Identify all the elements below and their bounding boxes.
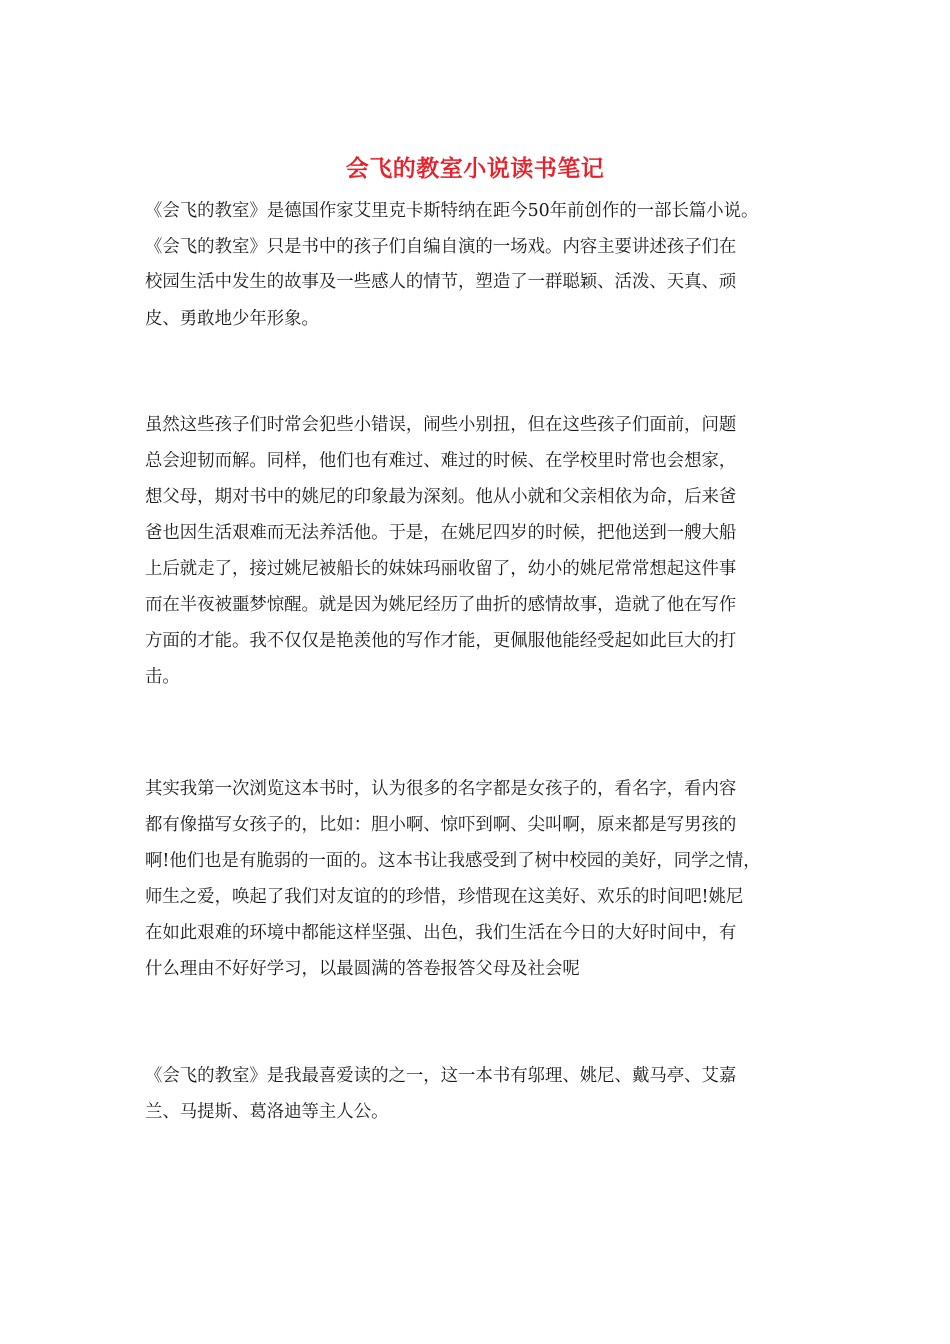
paragraph-3-line-3: 啊!他们也是有脆弱的一面的。这本书让我感受到了树中校园的美好，同学之情， [145,851,761,871]
paragraph-1-line-3: 校园生活中发生的故事及一些感人的情节，塑造了一群聪颖、活泼、天真、顽 [145,272,737,292]
paragraph-2-line-1: 虽然这些孩子们时常会犯些小错误，闹些小别扭，但在这些孩子们面前，问题 [145,415,737,435]
paragraph-3-line-2: 都有像描写女孩子的，比如：胆小啊、惊吓到啊、尖叫啊，原来都是写男孩的 [145,815,737,835]
paragraph-2-line-8: 击。 [145,667,180,687]
paragraph-2-line-6: 而在半夜被噩梦惊醒。就是因为姚尼经历了曲折的感情故事，造就了他在写作 [145,595,737,615]
paragraph-1-line-1: 《会飞的教室》是德国作家艾里克卡斯特纳在距今50年前创作的一部长篇小说。 [145,201,759,221]
paragraph-2-line-5: 上后就走了，接过姚尼被船长的妹妹玛丽收留了，幼小的姚尼常常想起这件事 [145,559,737,579]
document-title: 会飞的教室小说读书笔记 [345,155,605,182]
paragraph-2-line-3: 想父母，期对书中的姚尼的印象最为深刻。他从小就和父亲相依为命，后来爸 [145,487,737,507]
paragraph-1-line-4: 皮、勇敢地少年形象。 [145,309,319,329]
paragraph-4-line-2: 兰、马提斯、葛洛迪等主人公。 [145,1102,389,1122]
paragraph-2-line-7: 方面的才能。我不仅仅是艳羡他的写作才能，更佩服他能经受起如此巨大的打 [145,631,737,651]
paragraph-3-line-4: 师生之爱，唤起了我们对友谊的的珍惜，珍惜现在这美好、欢乐的时间吧!姚尼 [145,887,744,907]
paragraph-3-line-6: 什么理由不好好学习，以最圆满的答卷报答父母及社会呢 [145,959,580,979]
paragraph-1-line-2: 《会飞的教室》只是书中的孩子们自编自演的一场戏。内容主要讲述孩子们在 [145,237,737,257]
paragraph-2-line-4: 爸也因生活艰难而无法养活他。于是，在姚尼四岁的时候，把他送到一艘大船 [145,523,737,543]
paragraph-3-line-1: 其实我第一次浏览这本书时，认为很多的名字都是女孩子的，看名字，看内容 [145,779,737,799]
paragraph-4-line-1: 《会飞的教室》是我最喜爱读的之一，这一本书有邬理、姚尼、戴马亭、艾嘉 [145,1066,737,1086]
paragraph-3-line-5: 在如此艰难的环境中都能这样坚强、出色，我们生活在今日的大好时间中，有 [145,923,737,943]
paragraph-2-line-2: 总会迎韧而解。同样，他们也有难过、难过的时候、在学校里时常也会想家， [145,451,737,471]
